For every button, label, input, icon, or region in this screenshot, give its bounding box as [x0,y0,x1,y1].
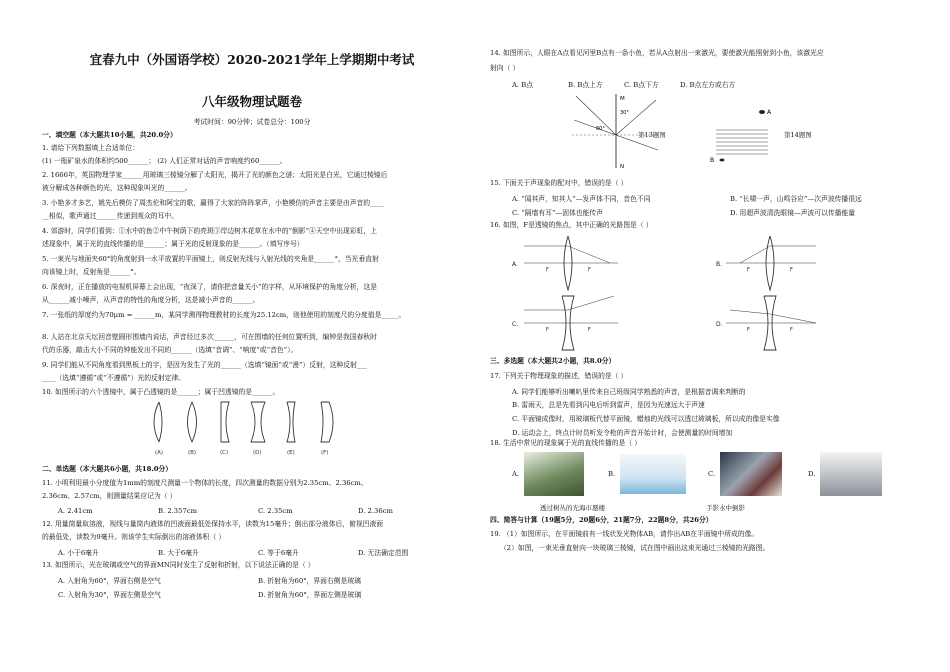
question-line: 4. 郊游时，同学们看到：①水中的鱼②中午树荫下的亮斑③岸边树木花草在水中的“倒影”④天空中出现彩虹，上 [42,227,378,235]
section-calc: 四、简答与计算（19题5分，20题6分，21题7分，22题8分，共26分） [490,516,713,524]
q18-caption: 透过树丛的光海市蜃楼 [540,504,605,512]
question-line: 射向（ ） [490,64,520,72]
lens-label: (B) [188,450,197,456]
fish-icon [720,159,725,162]
option: B. “长啸一声，山鸣谷应”—次声波传播很远 [730,195,862,203]
question-line: 16. 如图，F是透镜的焦点，其中正确的光路图是（ ） [490,221,653,229]
focus-label: F [546,327,549,333]
q16-letter: C. [512,321,519,328]
option: C. 等于6毫升 [258,549,299,557]
question-line: 18. 生活中常见的现象属于光的直线传播的是（ ） [490,439,642,447]
question-line: 5. 一束光与地面夹60°的角度射到一水平放置的平面镜上，则反射光线与入射光线的夹角是______°，当光垂直射 [42,255,379,263]
option: D. 折射角为60°，界面左侧是玻璃 [258,591,362,599]
section-single: 二、单选题（本大题共6小题，共18.0分） [42,465,173,473]
option: C. 入射角为30°，界面左侧是空气 [58,591,161,599]
fig13-caption: 第13题图 [638,131,666,139]
question-line: 14. 如图所示，人眼在A点看见河里B点有一条小鱼，若从A点射出一束激光，要使激光能照射到小鱼，该激光应 [490,49,824,57]
option: D. B点左方或右方 [680,81,736,89]
question-line: 15. 下面关于声现象的配对中，错误的是（ ） [490,179,628,187]
section-multi: 三、多选题（本大题共2小题，共8.0分） [490,357,616,365]
label-angle: 60° [596,126,605,132]
option: D. 无法确定范围 [358,549,409,557]
lens-d [251,402,265,442]
question-line: 的最低处，读数为9毫升。则该学生实际倒出的溶液体积（ ） [42,533,226,541]
lens-label: (F) [321,450,329,456]
option: B. B点上方 [568,81,603,89]
focus-label: F [747,267,750,273]
question-line: 19. （1）如图所示，在平面镜前有一线状发光物体AB，请作出AB在平面镜中所成的像。 [490,530,759,538]
option: C. “隔墙有耳”—固体也能传声 [512,209,603,217]
question-line: （2）如图，一束光垂直射向一块玻璃三棱镜，试在图中画出这束光通过三棱镜的光路图。 [500,544,770,552]
question-line: 向该镜上时，反射角是______°。 [42,268,141,276]
exam-title: 宜春九中（外国语学校）2020-2021学年上学期期中考试 [89,52,415,67]
focus-label: F [747,327,750,333]
lens-label: (C) [220,450,229,456]
option: A. B点 [512,81,534,89]
exam-info: 考试时间：90分钟；试卷总分：100分 [193,118,311,126]
question-line: 11. 小明利用最小分度值为1mm的刻度尺测量一个物体的长度，四次测量的数据分别为2.35cm、2.36cm、 [42,479,368,487]
section-fill: 一、填空题（本大题共10小题，共20.0分） [42,131,177,139]
question-line: 6. 深夜时，正在播放的电视机屏幕上会出现，“夜深了，请你把音量关小”的字样，从环境保护的角度分析，这是 [42,283,378,291]
focus-label: F [790,267,793,273]
q18-letter: D. [808,470,816,478]
option: B. 大于6毫升 [158,549,199,557]
q16-letter: B. [716,261,723,268]
q16-diagrams [490,230,920,358]
q18-letter: A. [512,470,520,478]
option: B. 折射角为60°，界面右侧是玻璃 [258,577,361,585]
lens-label: (A) [155,450,164,456]
lens-e [287,402,295,442]
lens-f [321,402,333,442]
option: A. 同学们能够听出喇叭里传来自己班级同学熟悉的声音，是根据音调来判断的 [512,388,746,396]
lens-a-back [159,402,162,442]
q16-letter: A. [512,261,518,268]
label-m: M [620,96,625,102]
option: C. 2.35cm [258,507,293,515]
question-line: 1. 请给下列数据填上合适单位： [42,144,140,152]
option: A. 小于6毫升 [58,549,99,557]
question-line: ____（选填“遵循”或“不遵循”）光的反射定律。 [42,374,186,382]
fig14-diagram [710,106,780,168]
option: C. 平面镜成像时，用玻璃板代替平面镜，蜡烛的光线可以透过玻璃板，所以成的像是实像 [512,415,780,423]
question-line: 12. 用量筒量取溶液，视线与量筒内液体的凹液面最低处保持水平，读数为15毫升；倒出部分液体后，俯视凹液面 [42,520,384,528]
label-30: 30° [620,110,629,116]
question-line: 10. 如图所示的六个透镜中，属于凸透镜的是______；属于凹透镜的是______。 [42,388,280,396]
label-b: B [710,157,715,164]
question-line: 3. 小艳多才多艺，姚先后模仿了周杰伦和阿宝的歌，赢得了大家的阵阵掌声，小艳模仿的声音主要是由声音的____ [42,199,384,207]
option: A. 2.41cm [58,507,93,515]
question-line: (1) 一瓶矿泉水的体积约500______； (2) 人们正常对话的声音响度约60______。 [42,157,287,165]
mirage-photo [620,454,686,494]
question-line: __相似，歌声通过______传递到观众的耳中。 [42,212,178,220]
lens-c [221,402,229,442]
question-line: 述现象中，属于光的直线传播的是______；属于光的反射现象的是______。（填写序号） [42,240,304,248]
question-line: 9. 同学们能从不同角度看到黑板上的字，是因为发生了光的______（选填“镜面”或“漫”）反射，这种反射___ [42,361,368,369]
hand-shadow-photo [720,452,782,496]
question-line: 代的乐器，敲击大小不同的钟能发出不同的______（选填“音调”、“响度”或“音色”）。 [42,346,298,354]
exam-subtitle: 八年级物理试题卷 [201,94,302,109]
question-line: 2. 1666年，英国物理学家______用玻璃三棱镜分解了太阳光，揭开了光的颜色之谜；太阳光是白光，它通过棱镜后 [42,171,388,179]
q18-letter: C. [708,470,716,478]
lens-figure [147,398,357,458]
option: B. 2.357cm [158,507,198,515]
q16-letter: D. [716,321,723,328]
focus-label: F [546,267,549,273]
lens-label: (D) [253,450,262,456]
fig14-caption: 第14题图 [784,131,812,139]
focus-label: F [588,327,591,333]
label-a: A [767,109,772,116]
question-line: 8. 人站在北京天坛回音壁圆形围墙内说话，声音经过多次______，可在围墙的任何位置听到，编钟是我国春秋时 [42,333,377,341]
label-n: N [620,164,625,170]
option: B. 雷雨天，总是先看到闪电后听到雷声，是因为光速远大于声速 [512,401,705,409]
question-line: 被分解成各种颜色的光，这种现象叫光的______。 [42,184,192,192]
question-line: 13. 如图所示，光在玻璃或空气的界面MN同时发生了反射和折射，以下说法正确的是（ ） [42,561,315,569]
q18-letter: B. [608,470,616,478]
question-line: 7. 一张纸的厚度约为70μm = ______m，某同学测得物理教材的长度为25.12cm，则他使用的刻度尺的分度值是_____。 [42,311,406,319]
option: A. “闻其声，知其人”—发声体不同，音色不同 [512,195,651,203]
q18-caption: 手影水中倒影 [706,504,745,512]
eye-icon [759,110,765,114]
water-reflection-photo [820,452,882,496]
question-line: 17. 下列关于物理现象的描述，错误的是（ ） [490,372,628,380]
option: D. 2.36cm [358,507,393,515]
focus-label: F [588,267,591,273]
option: D. 运动会上，终点计时员听发令枪的声音开始计时，会使测量的时间增加 [512,429,733,437]
option: D. 用超声波清洗眼镜—声波可以传播能量 [730,209,856,217]
q18-images [512,452,912,498]
focus-label: F [790,327,793,333]
forest-light-photo [524,452,584,496]
lens-label: (E) [287,450,295,456]
question-line: 2.36cm、2.57cm，则测量结果应记为（ ） [42,492,177,500]
option: C. B点下方 [624,81,659,89]
option: A. 入射角为60°，界面右侧是空气 [58,577,161,585]
lens-a [154,402,159,442]
question-line: 从______减小噪声，从声音的特性的角度分析，这是减小声音的______。 [42,296,260,304]
lens-b [188,402,197,442]
